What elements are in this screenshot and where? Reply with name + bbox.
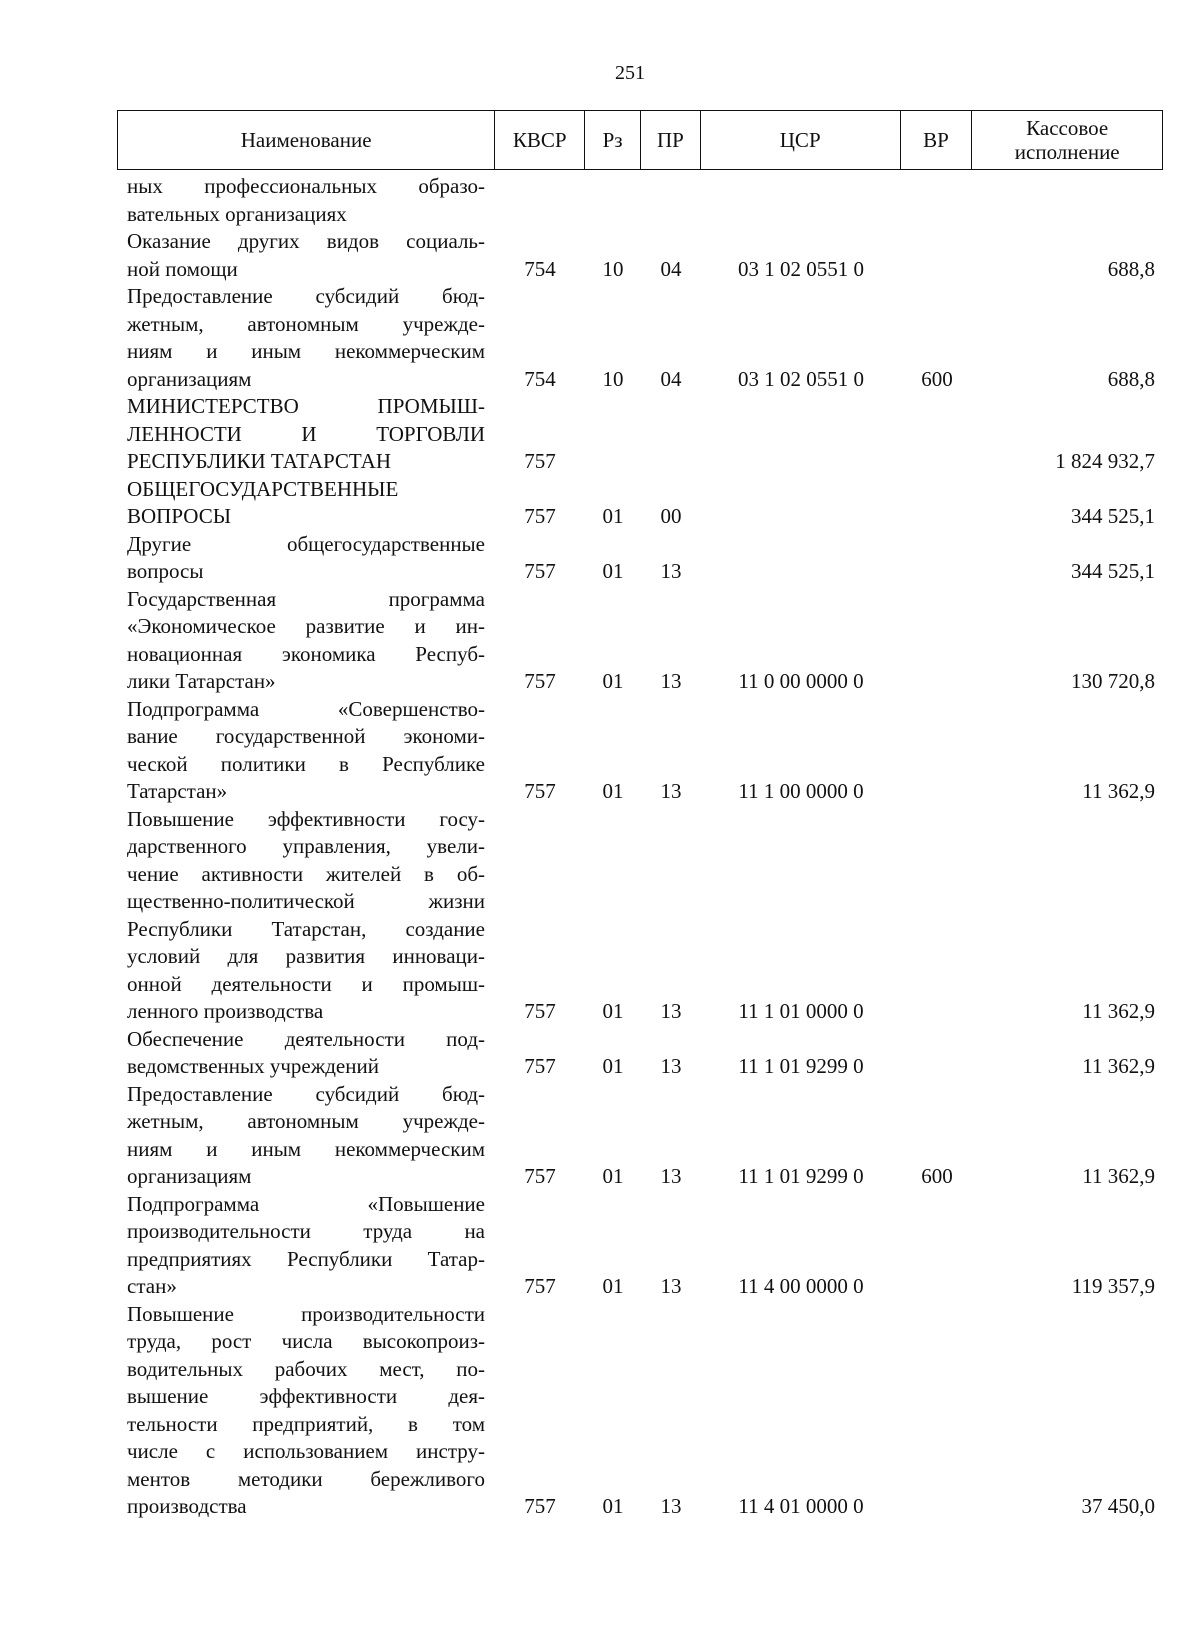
row-name (117, 586, 495, 696)
row-rz: 01 (602, 999, 624, 1023)
table-row (117, 531, 1163, 586)
row-name-line: Подпрограмма «Совершенство- (127, 696, 485, 721)
table-body (117, 173, 1163, 1521)
row-name-line: ВОПРОСЫ (127, 504, 232, 528)
row-name-line: Государственная программа (127, 586, 485, 611)
header-kvsr: КВСР (495, 111, 585, 169)
row-name (117, 393, 495, 476)
row-rz: 01 (602, 504, 624, 528)
row-amount: 688,8 (1107, 256, 1155, 281)
header-name: Наименование (118, 111, 495, 169)
row-csr: 11 1 00 0000 0 (738, 779, 864, 803)
row-name-line: труда, рост числа высокопроиз- (127, 1329, 485, 1353)
row-name-line: ведомственных учреждений (127, 1054, 379, 1078)
row-name-line: ЛЕННОСТИ И ТОРГОВЛИ (127, 421, 485, 446)
row-csr: 11 1 01 9299 0 (738, 1164, 864, 1188)
row-amount: 11 362,9 (1082, 999, 1155, 1023)
row-name-line: Предоставление субсидий бюд- (127, 284, 485, 308)
row-name-line: Обеспечение деятельности под- (127, 1026, 485, 1051)
row-pr: 13 (660, 1494, 682, 1518)
table-row (117, 476, 1163, 531)
row-kvsr: 757 (524, 559, 556, 583)
row-name (117, 806, 495, 1026)
row-name-line: ниям и иным некоммерческим (127, 1136, 485, 1161)
row-vr: 600 (921, 366, 953, 391)
row-name-line: тельности предприятий, в том (127, 1411, 485, 1436)
header-pr: ПР (641, 111, 701, 169)
row-rz: 01 (602, 779, 624, 803)
table-row (117, 1301, 1163, 1521)
row-name (117, 1191, 495, 1301)
table-row (117, 1191, 1163, 1301)
row-rz: 01 (602, 1494, 624, 1518)
row-amount: 11 362,9 (1082, 1054, 1155, 1078)
row-pr: 13 (660, 559, 682, 583)
row-name-line: вопросы (127, 559, 204, 583)
row-pr: 13 (660, 1274, 682, 1298)
row-name (117, 531, 495, 586)
row-amount: 130 720,8 (1071, 669, 1155, 693)
row-pr: 13 (660, 1164, 682, 1188)
row-name-line: Повышение эффективности госу- (127, 806, 485, 831)
row-name-line: щественно-политической жизни (127, 889, 485, 913)
row-name-line: ленного производства (127, 999, 324, 1023)
row-name (117, 228, 495, 283)
row-name-line: ной помощи (127, 256, 238, 281)
row-name-line: ных профессиональных образо- (127, 174, 485, 198)
row-kvsr: 754 (524, 366, 556, 391)
row-kvsr: 757 (524, 1494, 556, 1518)
row-rz: 01 (602, 1054, 624, 1078)
row-kvsr: 757 (524, 1274, 556, 1298)
row-name-line: лики Татарстан» (127, 669, 276, 693)
row-name-line: числе с использованием инстру- (127, 1439, 485, 1463)
row-name (117, 283, 495, 393)
header-amount-line2: исполнение (1014, 140, 1120, 164)
row-kvsr: 757 (524, 1164, 556, 1188)
row-name-line: стан» (127, 1274, 177, 1298)
header-amount-line1: Кассовое (1026, 115, 1109, 140)
row-name (117, 1026, 495, 1081)
row-csr: 11 0 00 0000 0 (738, 669, 864, 693)
row-pr: 04 (660, 366, 682, 391)
row-name (117, 173, 495, 228)
row-name-line: организациям (127, 366, 252, 391)
row-amount: 344 525,1 (1071, 504, 1155, 528)
row-name-line: чение активности жителей в об- (127, 861, 485, 886)
row-rz: 10 (602, 256, 624, 281)
header-vr: ВР (901, 111, 973, 169)
row-name-line: вание государственной экономи- (127, 724, 485, 748)
row-name-line: «Экономическое развитие и ин- (127, 614, 485, 638)
row-amount: 688,8 (1107, 366, 1155, 391)
table-row (117, 173, 1163, 228)
row-name-line: онной деятельности и промыш- (127, 971, 485, 996)
row-name-line: ментов методики бережливого (127, 1466, 485, 1491)
table-row (117, 1026, 1163, 1081)
row-amount: 344 525,1 (1071, 559, 1155, 583)
header-rz: Рз (585, 111, 641, 169)
row-name-line: Татарстан» (127, 779, 228, 803)
row-name-line: Подпрограмма «Повышение (127, 1191, 485, 1216)
row-name-line: дарственного управления, увели- (127, 834, 485, 858)
row-kvsr: 757 (524, 1054, 556, 1078)
row-pr: 13 (660, 779, 682, 803)
row-pr: 00 (660, 504, 682, 528)
row-csr: 11 4 00 0000 0 (738, 1274, 864, 1298)
row-name-line: производства (127, 1494, 247, 1518)
row-amount: 11 362,9 (1082, 1164, 1155, 1188)
row-kvsr: 757 (524, 999, 556, 1023)
row-amount: 119 357,9 (1071, 1274, 1155, 1298)
row-name-line: новационная экономика Респуб- (127, 641, 485, 666)
row-amount: 11 362,9 (1082, 779, 1155, 803)
row-rz: 01 (602, 1274, 624, 1298)
table-row (117, 806, 1163, 1026)
row-name-line: Предоставление субсидий бюд- (127, 1081, 485, 1106)
row-amount: 1 824 932,7 (1055, 449, 1155, 473)
row-name-line: жетным, автономным учрежде- (127, 311, 485, 336)
table-row (117, 1081, 1163, 1191)
row-name-line: предприятиях Республики Татар- (127, 1246, 485, 1271)
row-kvsr: 757 (524, 779, 556, 803)
row-rz: 01 (602, 669, 624, 693)
row-name (117, 476, 495, 531)
row-name-line: МИНИСТЕРСТВО ПРОМЫШ- (127, 394, 485, 418)
header-amount (972, 111, 1162, 169)
row-name-line: РЕСПУБЛИКИ ТАТАРСТАН (127, 449, 392, 473)
row-kvsr: 757 (524, 669, 556, 693)
table-row (117, 696, 1163, 806)
row-rz: 10 (602, 366, 624, 391)
row-vr: 600 (921, 1164, 953, 1188)
row-name-line: ческой политики в Республике (127, 751, 485, 776)
row-pr: 13 (660, 999, 682, 1023)
row-name-line: жетным, автономным учрежде- (127, 1109, 485, 1133)
row-name-line: Оказание других видов социаль- (127, 229, 485, 253)
row-name (117, 1301, 495, 1521)
row-kvsr: 757 (524, 504, 556, 528)
row-name-line: ниям и иным некоммерческим (127, 339, 485, 363)
table-row (117, 228, 1163, 283)
row-pr: 13 (660, 669, 682, 693)
row-kvsr: 754 (524, 256, 556, 281)
row-csr: 03 1 02 0551 0 (738, 366, 864, 391)
row-csr: 03 1 02 0551 0 (738, 256, 864, 281)
row-rz: 01 (602, 1164, 624, 1188)
row-pr: 13 (660, 1054, 682, 1078)
header-csr: ЦСР (701, 111, 901, 169)
row-amount: 37 450,0 (1081, 1494, 1155, 1518)
row-name-line: водительных рабочих мест, по- (127, 1356, 485, 1381)
row-pr: 04 (660, 256, 682, 281)
row-csr: 11 4 01 0000 0 (738, 1494, 864, 1518)
row-name-line: вышение эффективности дея- (127, 1384, 485, 1408)
row-csr: 11 1 01 9299 0 (738, 1054, 864, 1078)
table-row (117, 586, 1163, 696)
row-name-line: ОБЩЕГОСУДАРСТВЕННЫЕ (127, 476, 399, 501)
row-name-line: вательных организациях (127, 201, 347, 226)
row-name (117, 696, 495, 806)
row-name-line: Республики Татарстан, создание (127, 916, 485, 941)
row-csr: 11 1 01 0000 0 (738, 999, 864, 1023)
table-header (117, 110, 1163, 170)
row-rz: 01 (602, 559, 624, 583)
table-row (117, 393, 1163, 476)
row-name-line: производительности труда на (127, 1219, 485, 1243)
table-row (117, 283, 1163, 393)
row-name (117, 1081, 495, 1191)
row-name-line: Повышение производительности (127, 1301, 485, 1326)
row-name-line: организациям (127, 1164, 252, 1188)
row-name-line: Другие общегосударственные (127, 531, 485, 556)
page-number: 251 (615, 62, 645, 84)
row-name-line: условий для развития инноваци- (127, 944, 485, 968)
row-kvsr: 757 (524, 449, 556, 473)
